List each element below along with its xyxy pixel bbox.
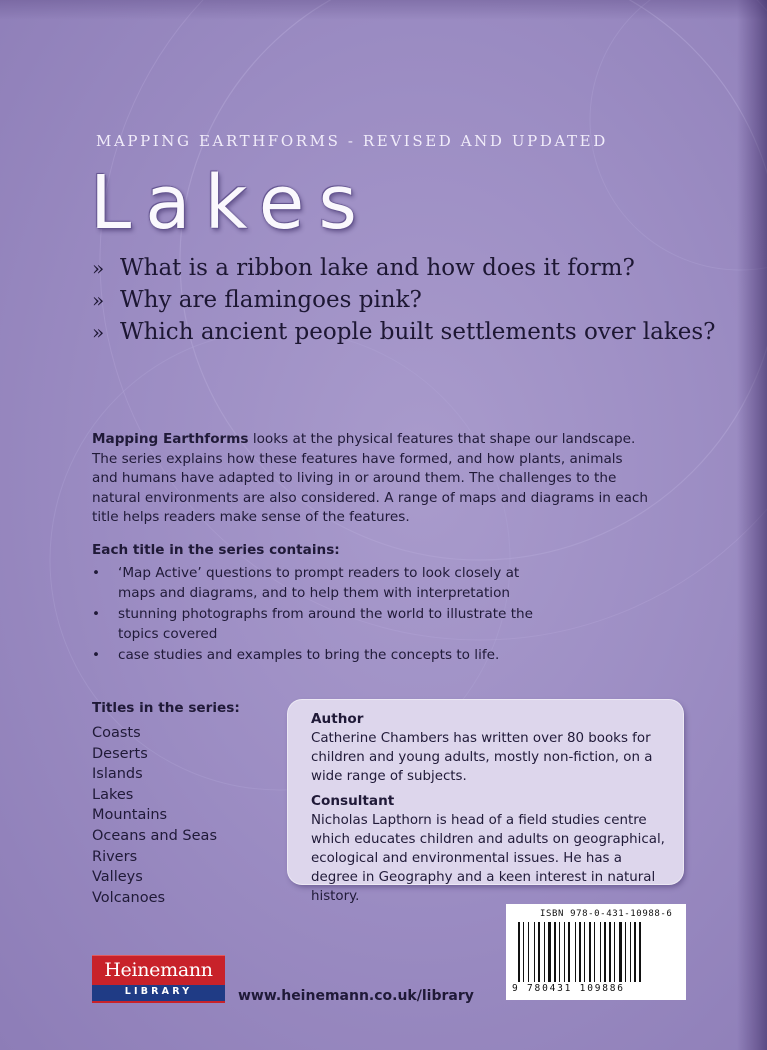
series-title-item: Valleys: [92, 869, 143, 886]
publisher-name: Heinemann: [104, 959, 213, 981]
feature-list: [92, 564, 552, 668]
consultant-text: Nicholas Lapthorn is head of a field studies centre which educates children and adults on geographical, ecological and environmental issues. He has a degree in Geography and a keen interest in natural history.: [311, 813, 665, 904]
barcode-bar: [534, 922, 535, 982]
barcode-bar: [609, 922, 611, 982]
barcode-bar: [639, 922, 641, 982]
feature-item: [92, 564, 552, 603]
question-item: [92, 252, 716, 284]
series-title-item: Deserts: [92, 745, 148, 762]
series-title-item: Lakes: [92, 786, 134, 803]
publisher-logo: [92, 955, 225, 1003]
contains-heading: Each title in the series contains:: [92, 542, 340, 558]
barcode-bar: [568, 922, 570, 982]
feature-item: [92, 646, 552, 666]
barcode-bar: [575, 922, 576, 982]
barcode-panel: [506, 904, 686, 1000]
question-text: Which ancient people built settlements over lakes?: [120, 319, 716, 345]
feature-text: stunning photographs from around the world to illustrate the topics covered: [118, 606, 534, 642]
feature-item: [92, 605, 552, 644]
question-text: What is a ribbon lake and how does it form?: [120, 255, 635, 281]
intro-paragraph: [92, 430, 652, 528]
barcode-bar: [604, 922, 606, 982]
intro-text: looks at the physical features that shape our landscape. The series explains how these features have formed, and how plants, animals and humans have adapted to living in or around them. The challenges to the natural environments are also considered. A range of maps and diagrams in each title helps readers make sense of the features.: [92, 431, 649, 526]
isbn-label: ISBN 978-0-431-10988-6: [540, 909, 673, 919]
question-list: [92, 252, 716, 348]
chevron-icon: »: [92, 288, 105, 312]
chevron-icon: »: [92, 320, 105, 344]
titles-heading: Titles in the series:: [92, 700, 240, 716]
question-item: [92, 316, 716, 348]
series-title-item: Coasts: [92, 725, 141, 741]
barcode-bar: [579, 922, 581, 982]
barcode-bar: [600, 922, 601, 982]
barcode-bar: [614, 922, 615, 982]
barcode-bar: [584, 922, 585, 982]
consultant-heading: Consultant: [311, 793, 395, 809]
series-titles-list: [92, 723, 217, 908]
barcode-bar: [518, 922, 520, 982]
chevron-icon: »: [92, 256, 105, 280]
top-edge-shadow: [0, 0, 767, 20]
feature-text: ‘Map Active’ questions to prompt readers to look closely at maps and diagrams, and to help them with interpretation: [118, 565, 520, 601]
series-title-item: Rivers: [92, 848, 138, 865]
barcode-bar: [544, 922, 545, 982]
publisher-url[interactable]: www.heinemann.co.uk/library: [238, 988, 474, 1004]
bullet-icon: •: [92, 565, 101, 581]
series-title-item: Mountains: [92, 807, 168, 824]
barcode-bar: [554, 922, 556, 982]
intro-lead: Mapping Earthforms: [92, 431, 249, 447]
barcode-bar: [589, 922, 591, 982]
bullet-icon: •: [92, 647, 101, 664]
barcode-bar: [594, 922, 595, 982]
barcode-bar: [548, 922, 551, 982]
author-text: Catherine Chambers has written over 80 books for children and young adults, mostly non-fiction, on a wide range of subjects.: [311, 731, 653, 784]
barcode-bar: [538, 922, 540, 982]
barcode-bar: [564, 922, 565, 982]
barcode-number: 9 780431 109886: [512, 983, 625, 994]
barcode-bar: [630, 922, 631, 982]
series-title-item: Volcanoes: [92, 889, 166, 906]
barcode-bar: [625, 922, 626, 982]
barcode-bar: [559, 922, 560, 982]
question-item: [92, 284, 716, 316]
feature-text: case studies and examples to bring the concepts to life.: [118, 647, 500, 664]
author-info-panel: [288, 700, 683, 904]
publisher-imprint: LIBRARY: [124, 986, 193, 997]
barcode-bar: [523, 922, 524, 982]
spine-edge-shadow: [737, 0, 767, 1050]
series-title-item: Oceans and Seas: [92, 827, 217, 844]
book-title: Lakes: [90, 160, 371, 246]
question-text: Why are flamingoes pink?: [120, 287, 422, 313]
series-line: MAPPING EARTHFORMS - REVISED AND UPDATED: [96, 132, 608, 150]
barcode-bar: [634, 922, 636, 982]
bullet-icon: •: [92, 606, 101, 623]
barcode-bar: [528, 922, 529, 982]
author-heading: Author: [311, 711, 364, 727]
series-title-item: Islands: [92, 766, 143, 783]
barcode-bar: [619, 922, 622, 982]
